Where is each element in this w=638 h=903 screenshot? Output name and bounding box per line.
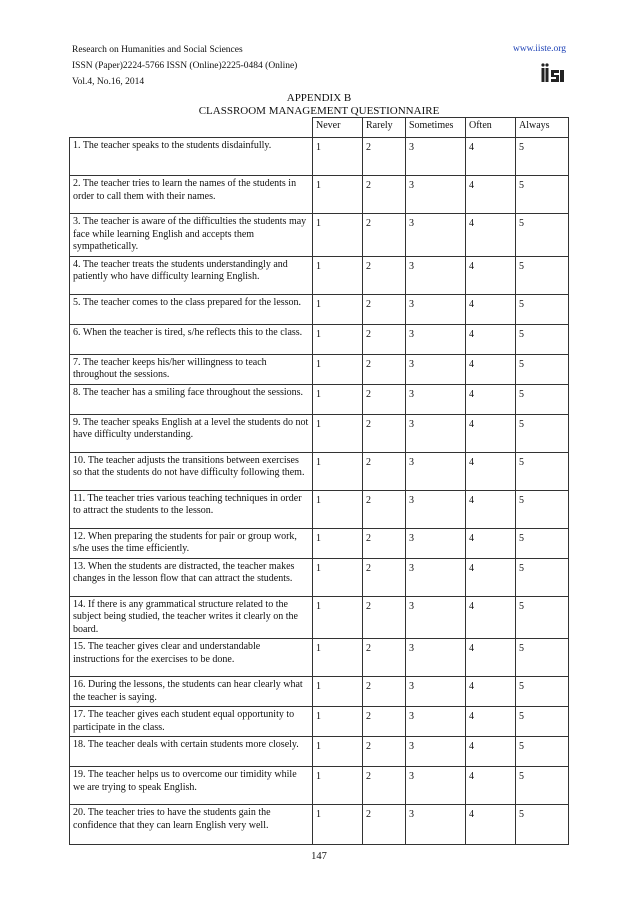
rating-value: 4	[466, 677, 516, 707]
journal-name: Research on Humanities and Social Sciences	[72, 45, 243, 55]
rating-value: 3	[406, 176, 466, 214]
rating-value: 1	[313, 490, 363, 528]
rating-value: 5	[516, 737, 569, 767]
rating-value: 4	[466, 490, 516, 528]
table-header-row	[70, 118, 569, 138]
table-row	[70, 737, 569, 767]
column-header: Always	[516, 118, 569, 138]
rating-value: 5	[516, 214, 569, 257]
question-text: 5. The teacher comes to the class prepared for the lesson.	[70, 294, 313, 324]
rating-value: 3	[406, 707, 466, 737]
rating-value: 1	[313, 354, 363, 384]
rating-value: 2	[363, 138, 406, 176]
table-row	[70, 324, 569, 354]
rating-value: 5	[516, 677, 569, 707]
question-text: 9. The teacher speaks English at a level the students do not have difficulty understanding.	[70, 414, 313, 452]
rating-value: 2	[363, 639, 406, 677]
rating-value: 4	[466, 324, 516, 354]
rating-value: 2	[363, 214, 406, 257]
question-text: 10. The teacher adjusts the transitions between exercises so that the students do not have difficulty following them.	[70, 452, 313, 490]
table-row	[70, 707, 569, 737]
rating-value: 5	[516, 294, 569, 324]
table-row	[70, 528, 569, 558]
rating-value: 1	[313, 596, 363, 639]
table-row	[70, 294, 569, 324]
question-text: 11. The teacher tries various teaching techniques in order to attract the students to the lesson.	[70, 490, 313, 528]
rating-value: 3	[406, 324, 466, 354]
rating-value: 1	[313, 414, 363, 452]
table-row	[70, 384, 569, 414]
rating-value: 3	[406, 677, 466, 707]
rating-value: 1	[313, 256, 363, 294]
rating-value: 4	[466, 639, 516, 677]
rating-value: 3	[406, 767, 466, 805]
rating-value: 3	[406, 214, 466, 257]
rating-value: 3	[406, 138, 466, 176]
rating-value: 5	[516, 414, 569, 452]
question-text: 12. When preparing the students for pair or group work, s/he uses the time efficiently.	[70, 528, 313, 558]
question-text: 3. The teacher is aware of the difficulties the students may face while learning English and accepts them sympathetically.	[70, 214, 313, 257]
question-text: 15. The teacher gives clear and understandable instructions for the exercises to be done.	[70, 639, 313, 677]
question-text: 2. The teacher tries to learn the names of the students in order to call them with their names.	[70, 176, 313, 214]
rating-value: 3	[406, 528, 466, 558]
issn-line: ISSN (Paper)2224-5766 ISSN (Online)2225-0484 (Online)	[72, 61, 298, 71]
rating-value: 1	[313, 528, 363, 558]
table-row	[70, 677, 569, 707]
rating-value: 1	[313, 767, 363, 805]
rating-value: 2	[363, 414, 406, 452]
question-text: 1. The teacher speaks to the students disdainfully.	[70, 138, 313, 176]
rating-value: 5	[516, 354, 569, 384]
column-header: Never	[313, 118, 363, 138]
rating-value: 4	[466, 214, 516, 257]
rating-value: 3	[406, 354, 466, 384]
rating-value: 1	[313, 805, 363, 845]
rating-value: 3	[406, 256, 466, 294]
table-row	[70, 414, 569, 452]
table-row	[70, 452, 569, 490]
rating-value: 2	[363, 707, 406, 737]
rating-value: 3	[406, 558, 466, 596]
question-text: 16. During the lessons, the students can hear clearly what the teacher is saying.	[70, 677, 313, 707]
rating-value: 5	[516, 384, 569, 414]
rating-value: 4	[466, 767, 516, 805]
rating-value: 4	[466, 596, 516, 639]
rating-value: 3	[406, 384, 466, 414]
table-row	[70, 767, 569, 805]
rating-value: 3	[406, 805, 466, 845]
rating-value: 4	[466, 138, 516, 176]
table-row	[70, 639, 569, 677]
rating-value: 2	[363, 490, 406, 528]
rating-value: 5	[516, 138, 569, 176]
rating-value: 5	[516, 452, 569, 490]
rating-value: 2	[363, 256, 406, 294]
rating-value: 2	[363, 294, 406, 324]
rating-value: 4	[466, 256, 516, 294]
rating-value: 3	[406, 294, 466, 324]
rating-value: 2	[363, 176, 406, 214]
rating-value: 5	[516, 558, 569, 596]
rating-value: 2	[363, 677, 406, 707]
column-header: Sometimes	[406, 118, 466, 138]
header-blank-cell	[70, 118, 313, 138]
rating-value: 2	[363, 596, 406, 639]
rating-value: 2	[363, 767, 406, 805]
question-text: 18. The teacher deals with certain students more closely.	[70, 737, 313, 767]
rating-value: 4	[466, 452, 516, 490]
journal-url-link[interactable]: www.iiste.org	[512, 44, 566, 54]
rating-value: 1	[313, 324, 363, 354]
question-text: 14. If there is any grammatical structure related to the subject being studied, the teacher writes it clearly on the board.	[70, 596, 313, 639]
rating-value: 5	[516, 767, 569, 805]
questionnaire-table	[69, 117, 569, 845]
rating-value: 1	[313, 639, 363, 677]
rating-value: 4	[466, 294, 516, 324]
rating-value: 5	[516, 805, 569, 845]
rating-value: 2	[363, 384, 406, 414]
rating-value: 1	[313, 707, 363, 737]
question-text: 19. The teacher helps us to overcome our timidity while we are trying to speak English.	[70, 767, 313, 805]
table-row	[70, 256, 569, 294]
table-row	[70, 558, 569, 596]
rating-value: 3	[406, 737, 466, 767]
question-text: 13. When the students are distracted, the teacher makes changes in the lesson flow that can attract the students.	[70, 558, 313, 596]
rating-value: 1	[313, 384, 363, 414]
rating-value: 4	[466, 558, 516, 596]
rating-value: 1	[313, 214, 363, 257]
questionnaire-title: CLASSROOM MANAGEMENT QUESTIONNAIRE	[198, 105, 440, 117]
table-row	[70, 138, 569, 176]
column-header: Rarely	[363, 118, 406, 138]
rating-value: 5	[516, 324, 569, 354]
rating-value: 5	[516, 596, 569, 639]
rating-value: 5	[516, 176, 569, 214]
rating-value: 1	[313, 138, 363, 176]
question-text: 4. The teacher treats the students understandingly and patiently who have difficulty learning English.	[70, 256, 313, 294]
table-row	[70, 176, 569, 214]
rating-value: 2	[363, 805, 406, 845]
rating-value: 4	[466, 528, 516, 558]
rating-value: 5	[516, 639, 569, 677]
rating-value: 3	[406, 414, 466, 452]
appendix-label: APPENDIX B	[286, 92, 352, 104]
rating-value: 3	[406, 639, 466, 677]
rating-value: 4	[466, 414, 516, 452]
rating-value: 1	[313, 452, 363, 490]
table-row	[70, 490, 569, 528]
rating-value: 4	[466, 176, 516, 214]
question-text: 6. When the teacher is tired, s/he reflects this to the class.	[70, 324, 313, 354]
rating-value: 5	[516, 528, 569, 558]
rating-value: 2	[363, 558, 406, 596]
rating-value: 5	[516, 256, 569, 294]
rating-value: 3	[406, 596, 466, 639]
rating-value: 1	[313, 737, 363, 767]
table-row	[70, 214, 569, 257]
rating-value: 4	[466, 354, 516, 384]
column-header: Often	[466, 118, 516, 138]
rating-value: 3	[406, 452, 466, 490]
rating-value: 4	[466, 707, 516, 737]
question-text: 7. The teacher keeps his/her willingness to teach throughout the sessions.	[70, 354, 313, 384]
table-row	[70, 354, 569, 384]
question-text: 8. The teacher has a smiling face throughout the sessions.	[70, 384, 313, 414]
rating-value: 4	[466, 737, 516, 767]
rating-value: 1	[313, 677, 363, 707]
rating-value: 1	[313, 558, 363, 596]
volume-line: Vol.4, No.16, 2014	[72, 77, 145, 87]
table-row	[70, 805, 569, 845]
iiste-logo-icon	[538, 60, 566, 84]
rating-value: 1	[313, 176, 363, 214]
rating-value: 5	[516, 707, 569, 737]
rating-value: 4	[466, 805, 516, 845]
rating-value: 2	[363, 737, 406, 767]
rating-value: 2	[363, 354, 406, 384]
rating-value: 3	[406, 490, 466, 528]
table-row	[70, 596, 569, 639]
page-number: 147	[311, 851, 327, 862]
rating-value: 2	[363, 528, 406, 558]
question-text: 17. The teacher gives each student equal opportunity to participate in the class.	[70, 707, 313, 737]
rating-value: 2	[363, 324, 406, 354]
question-text: 20. The teacher tries to have the students gain the confidence that they can learn English very well.	[70, 805, 313, 845]
rating-value: 4	[466, 384, 516, 414]
rating-value: 1	[313, 294, 363, 324]
rating-value: 2	[363, 452, 406, 490]
rating-value: 5	[516, 490, 569, 528]
